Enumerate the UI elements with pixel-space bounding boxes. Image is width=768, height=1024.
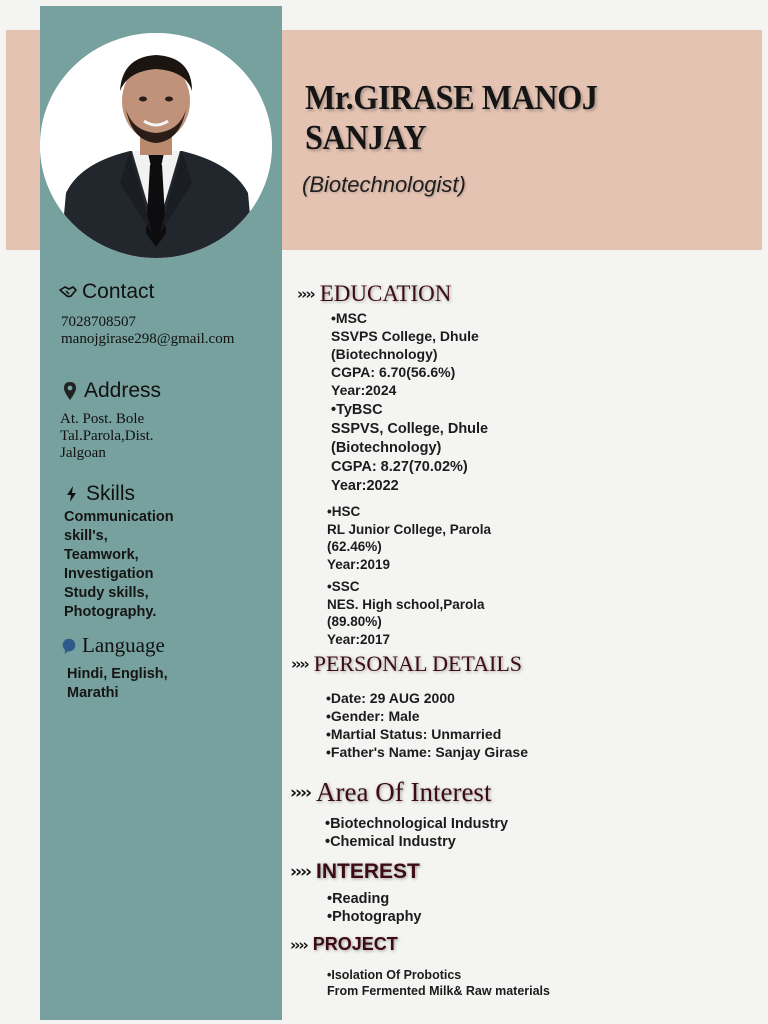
education-heading	[297, 281, 451, 307]
interest-title: INTEREST	[316, 860, 420, 883]
education-subject: (Biotechnology)	[331, 346, 438, 362]
skill-item: Investigation	[64, 566, 154, 582]
education-degree: •SSC	[327, 579, 360, 594]
education-college: SSPVS, College, Dhule	[331, 421, 489, 437]
education-entry-ssc	[327, 578, 485, 648]
candidate-name	[305, 78, 710, 158]
education-year: Year:2024	[331, 382, 397, 398]
personal-details-list	[326, 689, 528, 761]
area-of-interest-title: Area Of Interest	[316, 777, 492, 807]
education-year: Year:2019	[327, 556, 391, 572]
skill-item: skill's,	[64, 528, 108, 544]
project-line: •Isolation Of Probotics	[327, 968, 462, 982]
arrows-icon: ››››	[290, 935, 307, 954]
personal-details-title: PERSONAL DETAILS	[313, 651, 522, 676]
language-heading	[60, 633, 165, 658]
email-address: manojgirase298@gmail.com	[61, 331, 235, 347]
personal-detail-item: •Martial Status: Unmarried	[326, 726, 502, 742]
education-score: (62.46%)	[327, 539, 382, 554]
interest-item: •Photography	[327, 909, 422, 925]
contact-details	[61, 314, 234, 348]
education-year: Year:2017	[327, 631, 391, 647]
location-pin-icon	[60, 381, 80, 401]
skill-item: Study skills,	[64, 585, 149, 601]
address-heading-label: Address	[84, 379, 162, 402]
handshake-icon	[58, 282, 78, 302]
address-line-2: Tal.Parola,Dist.	[60, 428, 154, 444]
education-year: Year:2022	[331, 478, 399, 494]
project-line: From Fermented Milk& Raw materials	[327, 984, 550, 998]
speech-bubble-icon	[60, 637, 78, 655]
area-of-interest-item: •Biotechnological Industry	[325, 816, 509, 832]
skills-list	[64, 508, 174, 622]
arrows-icon: ››››	[290, 782, 311, 803]
education-score: CGPA: 6.70(56.6%)	[331, 364, 456, 380]
education-degree: •MSC	[331, 310, 368, 326]
education-degree: •HSC	[327, 504, 361, 519]
contact-heading	[58, 280, 154, 304]
skill-item: Communication	[64, 509, 174, 525]
language-heading-label: Language	[82, 633, 165, 657]
area-of-interest-heading	[290, 777, 491, 808]
education-entry-msc	[331, 309, 479, 399]
personal-detail-item: •Gender: Male	[326, 708, 420, 724]
address-line-3: Jalgoan	[60, 445, 106, 461]
language-list	[67, 665, 168, 703]
area-of-interest-list	[325, 815, 508, 851]
name-line-1: Mr.GIRASE MANOJ	[305, 78, 598, 117]
education-college: SSVPS College, Dhule	[331, 328, 479, 344]
personal-details-heading	[291, 651, 522, 677]
skill-item: Photography.	[64, 604, 157, 620]
education-score: (89.80%)	[327, 614, 382, 629]
language-item: Marathi	[67, 685, 119, 701]
education-subject: (Biotechnology)	[331, 440, 442, 456]
name-line-2: SANJAY	[305, 118, 427, 157]
personal-detail-item: •Date: 29 AUG 2000	[326, 690, 455, 706]
address-details	[60, 411, 154, 462]
skill-item: Teamwork,	[64, 547, 139, 563]
lightning-icon	[62, 484, 82, 504]
contact-heading-label: Contact	[82, 280, 155, 303]
education-college: NES. High school,Parola	[327, 596, 485, 612]
area-of-interest-item: •Chemical Industry	[325, 834, 456, 850]
address-line-1: At. Post. Bole	[60, 411, 145, 427]
project-title: PROJECT	[312, 934, 398, 954]
arrows-icon: ››››	[297, 285, 314, 303]
education-college: RL Junior College, Parola	[327, 521, 492, 537]
language-item: Hindi, English,	[67, 666, 168, 682]
interest-list	[327, 890, 422, 926]
arrows-icon: ››››	[291, 655, 308, 673]
project-description	[327, 967, 550, 999]
education-degree: •TyBSC	[331, 402, 383, 418]
profile-photo	[40, 33, 272, 258]
profession-title: (Biotechnologist)	[302, 172, 466, 197]
skills-heading-label: Skills	[86, 482, 136, 505]
skills-heading	[62, 482, 135, 506]
education-entry-tybsc	[331, 401, 488, 496]
address-heading	[60, 379, 161, 403]
interest-item: •Reading	[327, 891, 390, 907]
education-score: CGPA: 8.27(70.02%)	[331, 459, 468, 475]
person-illustration	[40, 33, 272, 258]
project-heading	[290, 934, 398, 955]
education-title: EDUCATION	[319, 281, 452, 306]
arrows-icon: ››››	[290, 862, 311, 882]
education-entry-hsc	[327, 503, 491, 573]
interest-heading	[290, 860, 420, 884]
phone-number: 7028708507	[61, 314, 136, 330]
personal-detail-item: •Father's Name: Sanjay Girase	[326, 744, 528, 760]
